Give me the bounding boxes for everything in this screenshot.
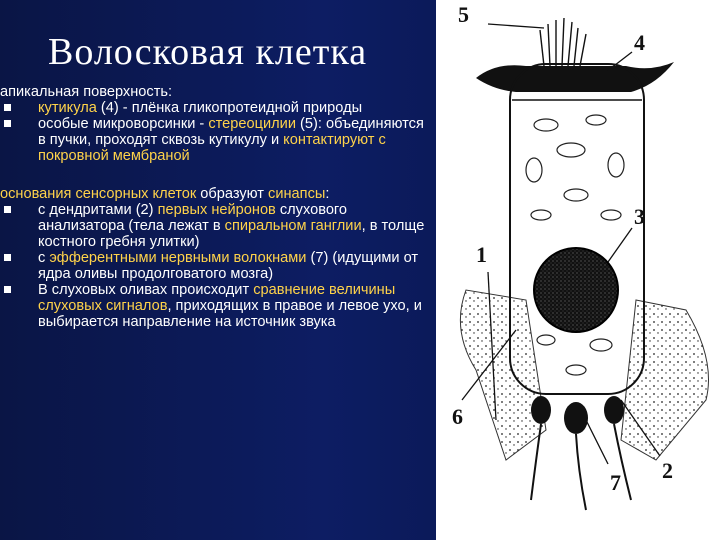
bullet-square-icon xyxy=(4,206,11,213)
text-run: (5): объединяются в пучки, проходят сквозь кутикулу и xyxy=(38,116,424,148)
bullet-item xyxy=(0,100,430,116)
bullet-item xyxy=(0,250,430,282)
supporting-tissue-right xyxy=(621,300,709,460)
supporting-tissue-left xyxy=(460,290,546,460)
nucleus xyxy=(534,248,618,332)
figure-label-6: 6 xyxy=(452,404,463,429)
bullet-square-icon xyxy=(4,286,11,293)
text-run: В слуховых оливах происходит xyxy=(38,282,254,298)
figure-label-3: 3 xyxy=(634,204,645,229)
text-run: (7) (идущими от ядра оливы продолговатого мозга) xyxy=(38,250,419,282)
nerve-fibres xyxy=(531,424,631,510)
highlighted-term: эфферентными нервными волокнами xyxy=(49,250,307,266)
highlighted-term: основания сенсорных клеток xyxy=(0,186,197,202)
section2-list xyxy=(0,202,430,330)
text-run: с xyxy=(38,250,50,266)
bullet-square-icon xyxy=(4,104,11,111)
highlighted-term: кутикула xyxy=(38,100,97,116)
figure-label-4: 4 xyxy=(634,30,645,55)
text-run: слухового анализатора (тела лежат в xyxy=(38,202,348,234)
cuticle xyxy=(476,62,674,92)
section1-heading: апикальная поверхность: xyxy=(0,84,173,100)
organelles xyxy=(526,115,624,375)
bullet-item xyxy=(0,202,430,250)
hair-cell-drawing xyxy=(436,0,720,540)
highlighted-term: первых нейронов xyxy=(157,202,276,218)
text-run: с дендритами (2) xyxy=(38,202,158,218)
text-block xyxy=(0,84,430,330)
text-run: : xyxy=(325,186,330,202)
highlighted-term: сравнение величины слуховых сигналов xyxy=(38,282,396,314)
text-run: образуют xyxy=(196,186,269,202)
text-run: , приходящих в правое и левое ухо, и выбирается направление на источник звука xyxy=(38,298,422,330)
figure-label-1: 1 xyxy=(476,242,487,267)
bullet-item xyxy=(0,116,430,164)
figure-label-7: 7 xyxy=(610,470,621,495)
bullet-square-icon xyxy=(4,254,11,261)
bullet-item xyxy=(0,282,430,330)
figure-label-2: 2 xyxy=(662,458,673,483)
section2-heading xyxy=(0,186,430,202)
figure-label-5: 5 xyxy=(458,2,469,27)
section1-list xyxy=(0,100,430,164)
bullet-square-icon xyxy=(4,120,11,127)
highlighted-term: синапсы xyxy=(268,186,326,202)
slide-title: Волосковая клетка xyxy=(48,31,368,73)
highlighted-term: стереоцилии xyxy=(208,116,296,132)
text-run: особые микроворсинки - xyxy=(38,116,209,132)
text-run: , в толще костного гребня улитки) xyxy=(38,218,425,250)
highlighted-term: контактируют с покровной мембраной xyxy=(38,132,386,164)
stereocilia xyxy=(540,18,586,66)
highlighted-term: спиральном ганглии xyxy=(224,218,362,234)
text-run: (4) - плёнка гликопротеидной природы xyxy=(96,100,363,116)
hair-cell-figure xyxy=(436,0,720,540)
